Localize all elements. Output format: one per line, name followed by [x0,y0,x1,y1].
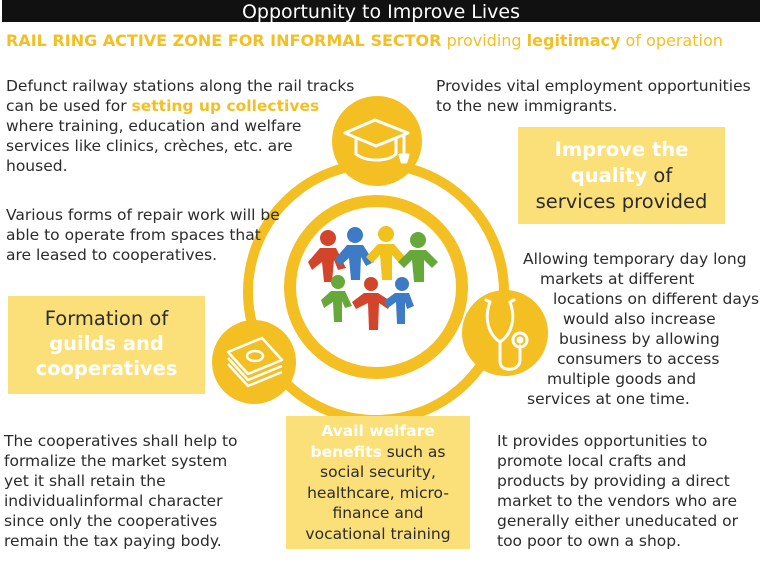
page-title: Opportunity to Improve Lives [241,1,521,22]
welfare-such-as: such as [386,442,446,461]
markets-line: consumers to access [557,350,720,368]
repair-text [6,205,326,265]
markets-line: would also increase [563,310,716,328]
coop-line: since only the cooperatives [4,512,218,530]
crafts-line: promote local crafts and [497,452,687,470]
markets-line: Allowing temporary day long [523,250,747,268]
subtitle-operation: of operation [625,31,723,50]
coop-line: The cooperatives shall help to [4,432,238,450]
subtitle-providing: providing [446,31,522,50]
welfare-line: finance and [332,504,424,522]
healthcare-circle [462,290,548,376]
markets-line: services at one time. [527,390,690,408]
employment-line: to the new immigrants. [436,97,618,115]
welfare-box [286,416,470,549]
repair-line: are leased to cooperatives. [6,246,218,264]
crafts-line: market to the vendors who are [497,492,737,510]
markets-line: business by allowing [559,330,720,348]
employment-line: Provides vital employment opportunities [436,77,751,95]
coop-line: individualinformal character [4,492,223,510]
crafts-text [497,431,779,551]
collectives-line [6,96,406,116]
guilds-box [8,296,205,394]
repair-line: Various forms of repair work will be [6,206,280,224]
crafts-line: generally either uneducated or [497,512,738,530]
coop-line: remain the tax paying body. [4,532,222,550]
employment-text [436,76,776,116]
subtitle-main: RAIL RING ACTIVE ZONE FOR INFORMAL SECTOR [6,31,442,50]
welfare-line [286,442,470,463]
collectives-line: Defunct railway stations along the rail tracks [6,77,355,95]
cooperatives-text [4,431,274,551]
markets-line: multiple goods and [547,370,697,388]
subtitle-legitimacy: legitimacy [526,31,621,50]
welfare-benefits: benefits [310,442,382,461]
improve-line: Improve the [554,138,689,161]
crafts-line: products by providing a direct [497,472,730,490]
welfare-line: vocational training [305,524,451,543]
collectives-highlight: setting up collectives [131,97,320,115]
improve-quality-box [518,127,725,224]
guilds-highlight: cooperatives [35,357,178,380]
improve-line [518,163,725,189]
collectives-text [6,76,406,176]
markets-line: markets at different [540,270,695,288]
collectives-line: where training, education and welfare [6,117,302,135]
crafts-line: too poor to own a shop. [497,532,682,550]
welfare-line: social security, [320,463,436,481]
welfare-line: healthcare, micro- [307,483,449,502]
collectives-line: housed. [6,157,68,175]
collectives-pre: can be used for [6,97,127,115]
improve-of: of [653,164,673,187]
coop-line: yet it shall retain the [4,472,166,490]
welfare-highlight: Avail welfare [321,422,435,440]
improve-line: services provided [535,190,708,213]
improve-highlight: quality [570,164,648,187]
crafts-line: It provides opportunities to [497,432,708,450]
repair-line: able to operate from spaces that [6,226,261,244]
collectives-line: services like clinics, crèches, etc. are [6,137,293,155]
guilds-line: Formation of [44,307,169,330]
guilds-highlight: guilds and [49,332,164,355]
coop-line: formalize the market system [4,452,228,470]
markets-line: locations on different days [553,290,760,308]
